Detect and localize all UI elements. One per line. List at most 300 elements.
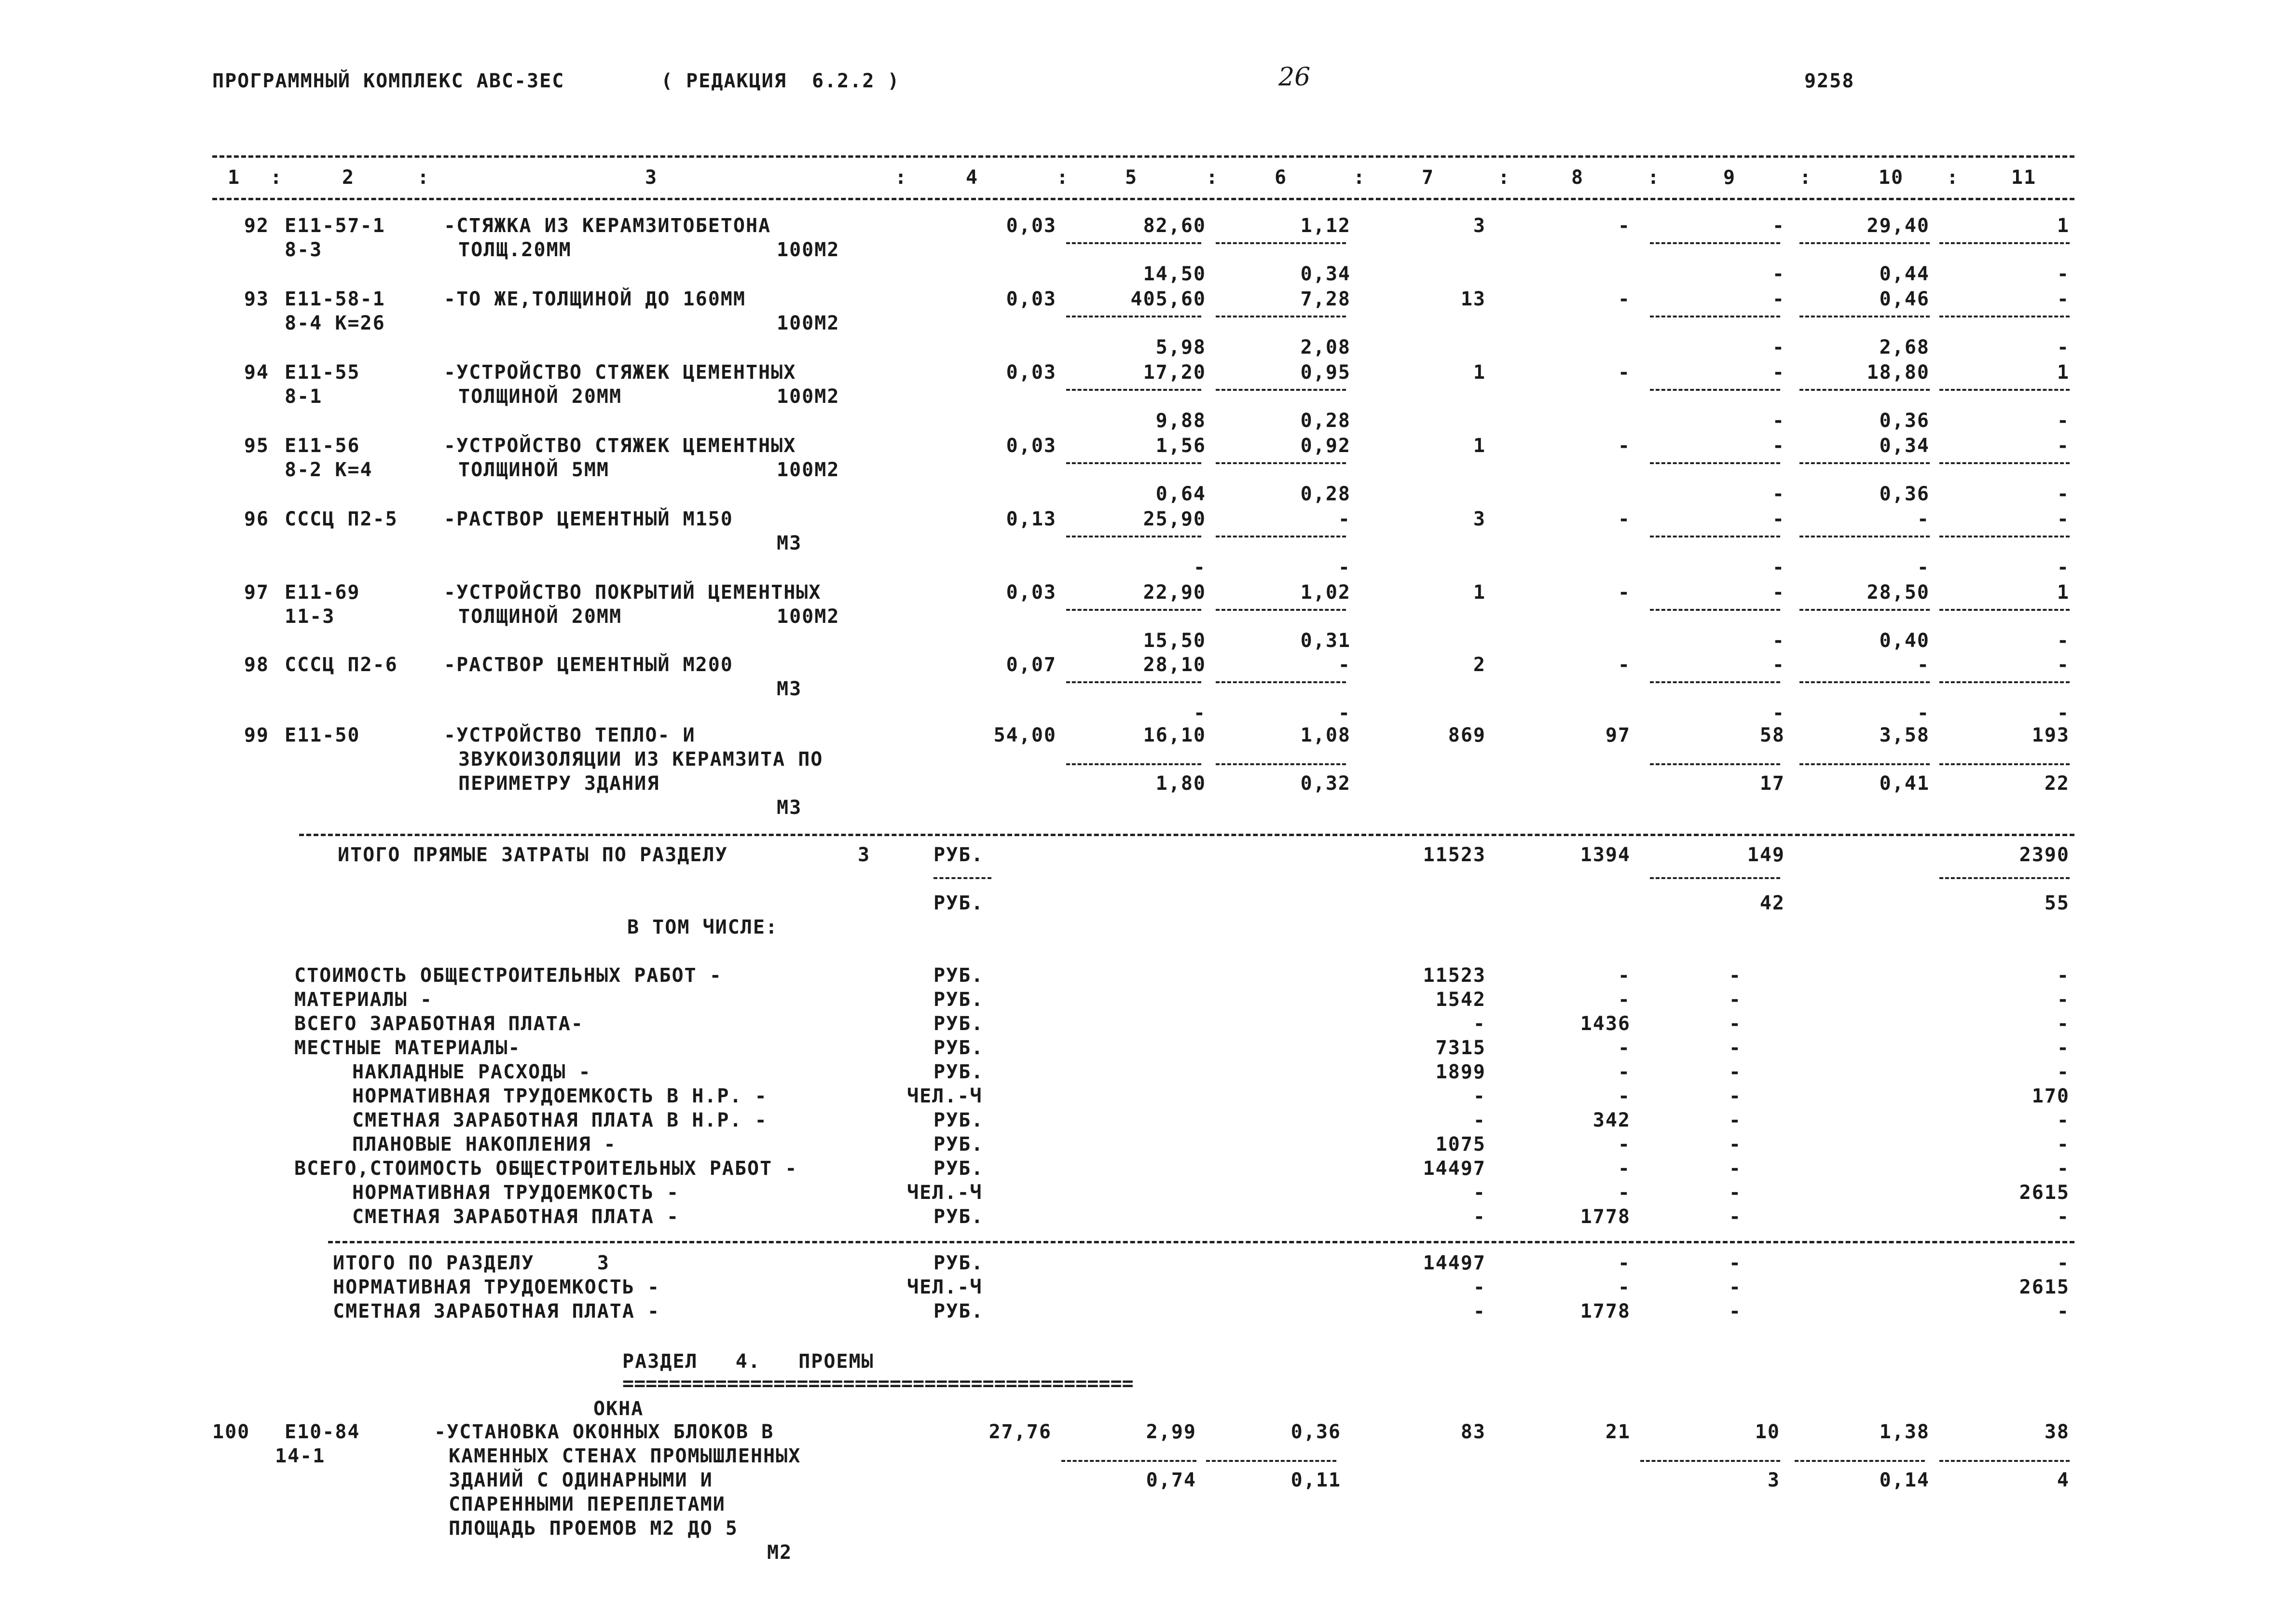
row-c6: 0,95 [1300, 361, 1351, 384]
cell-rule [1799, 763, 1930, 765]
row-c6: 0,36 [1291, 1421, 1341, 1443]
breakdown-c7: - [1473, 1085, 1486, 1107]
row-c5-wage: - [1193, 556, 1206, 578]
header-rule-bottom [212, 198, 2074, 200]
row-c8: 97 [1605, 724, 1631, 746]
breakdown-c11: - [2057, 1157, 2070, 1180]
row-c11: - [2057, 435, 2070, 457]
direct-costs-unit: РУБ. [934, 844, 984, 866]
cell-rule [1650, 316, 1780, 317]
breakdown-unit: РУБ. [934, 989, 984, 1011]
row-c6-wage: - [1338, 702, 1351, 724]
row-code: 8-4 К=26 [285, 312, 385, 334]
column-separator: : [270, 166, 283, 189]
breakdown-unit: РУБ. [934, 1206, 984, 1228]
row-c5-wage: 15,50 [1143, 630, 1206, 652]
breakdown-c11: 2615 [2019, 1182, 2070, 1204]
row-code: Е10-84 [285, 1421, 360, 1443]
row-c5: 22,90 [1143, 581, 1206, 604]
breakdown-c11: - [2057, 964, 2070, 987]
breakdown-c9: - [1729, 989, 1742, 1011]
cell-rule [1650, 609, 1780, 611]
row-c6: - [1338, 508, 1351, 530]
row-c7: 1 [1473, 361, 1486, 384]
breakdown-c11: 170 [2032, 1085, 2070, 1107]
row-c9: 10 [1755, 1421, 1780, 1443]
breakdown-c9: - [1729, 1182, 1742, 1204]
breakdown-c8: - [1618, 989, 1631, 1011]
section-total-label: СМЕТНАЯ ЗАРАБОТНАЯ ПЛАТА - [333, 1300, 660, 1322]
cell-rule [1216, 763, 1346, 765]
row-description: -УСТАНОВКА ОКОННЫХ БЛОКОВ В [434, 1421, 774, 1443]
row-c11-wage: - [2057, 336, 2070, 358]
row-c9: - [1772, 508, 1785, 530]
row-unit: 100М2 [777, 312, 840, 334]
breakdown-c7: - [1473, 1182, 1486, 1204]
direct-costs-label: ИТОГО ПРЯМЫЕ ЗАТРАТЫ ПО РАЗДЕЛУ [338, 844, 728, 866]
row-c10-wage: - [1917, 556, 1930, 578]
unit-dash [934, 877, 991, 879]
cell-rule [1216, 609, 1346, 611]
cell-rule [1799, 536, 1930, 537]
row-c5: 2,99 [1146, 1421, 1196, 1443]
breakdown-c9: - [1729, 1085, 1742, 1107]
row-number: 93 [244, 288, 269, 310]
row-c4: 0,07 [1006, 654, 1057, 676]
section-total-label: ИТОГО ПО РАЗДЕЛУ 3 [333, 1252, 610, 1274]
row-code: 11-3 [285, 606, 335, 628]
breakdown-label: СТОИМОСТЬ ОБЩЕСТРОИТЕЛЬНЫХ РАБОТ - [294, 964, 722, 987]
row-c5: 16,10 [1143, 724, 1206, 746]
column-header-5: 5 [1125, 166, 1138, 189]
row-c10: 29,40 [1867, 215, 1930, 237]
breakdown-c9: - [1729, 1157, 1742, 1180]
row-description: -РАСТВОР ЦЕМЕНТНЫЙ М150 [444, 508, 733, 530]
section-total-c8: - [1618, 1252, 1631, 1274]
row-c11-wage: - [2057, 630, 2070, 652]
row-number: 94 [244, 361, 269, 384]
row-c8: - [1618, 288, 1631, 310]
section-total-c8: 1778 [1580, 1300, 1631, 1322]
row-description: -УСТРОЙСТВО СТЯЖЕК ЦЕМЕНТНЫХ [444, 435, 796, 457]
row-c8: - [1618, 435, 1631, 457]
row-c10-wage: 0,41 [1879, 772, 1930, 795]
row-c7: 3 [1473, 508, 1486, 530]
cell-rule [1640, 1460, 1780, 1462]
breakdown-c11: - [2057, 1061, 2070, 1083]
breakdown-unit: РУБ. [934, 1133, 984, 1156]
column-header-11: 11 [2011, 166, 2037, 189]
row-c8: 21 [1605, 1421, 1631, 1443]
column-separator: : [1799, 166, 1812, 189]
column-header-9: 9 [1723, 166, 1736, 189]
section-total-c9: - [1729, 1300, 1742, 1322]
row-unit: М3 [777, 678, 802, 700]
section-total-c7: - [1473, 1276, 1486, 1298]
breakdown-c7: 1542 [1435, 989, 1486, 1011]
row-c4: 54,00 [993, 724, 1057, 746]
column-separator: : [1057, 166, 1070, 189]
cell-rule [1216, 242, 1346, 244]
breakdown-c7: - [1473, 1206, 1486, 1228]
row-code: СССЦ П2-5 [285, 508, 398, 530]
direct-costs-unit2: РУБ. [934, 892, 984, 914]
cell-rule [1650, 389, 1780, 391]
row-c9: - [1772, 581, 1785, 604]
cell-rule [1066, 763, 1201, 765]
breakdown-label: СМЕТНАЯ ЗАРАБОТНАЯ ПЛАТА В Н.Р. - [352, 1109, 768, 1131]
breakdown-c11: - [2057, 1133, 2070, 1156]
row-c11-wage: - [2057, 263, 2070, 285]
breakdown-label: ПЛАНОВЫЕ НАКОПЛЕНИЯ - [352, 1133, 617, 1156]
row-c7: 1 [1473, 435, 1486, 457]
row-description: СПАРЕННЫМИ ПЕРЕПЛЕТАМИ [449, 1493, 726, 1515]
section-total-unit: РУБ. [934, 1252, 984, 1274]
row-unit: 100М2 [777, 459, 840, 481]
row-c5-wage: 0,64 [1155, 483, 1206, 505]
breakdown-c11: - [2057, 1109, 2070, 1131]
row-c5: 25,90 [1143, 508, 1206, 530]
row-description: -РАСТВОР ЦЕМЕНТНЫЙ М200 [444, 654, 733, 676]
row-code: СССЦ П2-6 [285, 654, 398, 676]
page-number: 26 [1278, 63, 1311, 92]
row-c10: 0,34 [1879, 435, 1930, 457]
cell-rule [1650, 462, 1780, 464]
row-c5-wage: 14,50 [1143, 263, 1206, 285]
row-c5: 82,60 [1143, 215, 1206, 237]
direct-costs-c11b: 55 [2044, 892, 2070, 914]
doc-code: 9258 [1804, 70, 1855, 92]
row-description: ТОЛЩИНОЙ 20ММ [458, 606, 622, 628]
column-separator: : [417, 166, 430, 189]
row-c9-wage: 17 [1759, 772, 1785, 795]
row-code: Е11-58-1 [285, 288, 385, 310]
section-total-c8: - [1618, 1276, 1631, 1298]
column-header-10: 10 [1878, 166, 1904, 189]
cell-rule [1650, 242, 1780, 244]
cell-rule [1216, 389, 1346, 391]
direct-costs-section: 3 [858, 844, 871, 866]
row-c11: 193 [2032, 724, 2070, 746]
breakdown-unit: РУБ. [934, 1109, 984, 1131]
row-c5: 17,20 [1143, 361, 1206, 384]
section4-title: РАЗДЕЛ 4. ПРОЕМЫ [622, 1350, 874, 1373]
breakdown-label: ВСЕГО,СТОИМОСТЬ ОБЩЕСТРОИТЕЛЬНЫХ РАБОТ - [294, 1157, 798, 1180]
row-c6: 7,28 [1300, 288, 1351, 310]
direct-costs-c8: 1394 [1580, 844, 1631, 866]
row-code: Е11-69 [285, 581, 360, 604]
breakdown-c11: - [2057, 1037, 2070, 1059]
row-number: 99 [244, 724, 269, 746]
breakdown-c9: - [1729, 964, 1742, 987]
breakdown-c8: 342 [1593, 1109, 1631, 1131]
row-c10: 3,58 [1879, 724, 1930, 746]
row-c9-wage: - [1772, 630, 1785, 652]
row-c11: - [2057, 508, 2070, 530]
row-code: 14-1 [275, 1445, 326, 1467]
cell-rule [1799, 316, 1930, 317]
column-header-2: 2 [342, 166, 355, 189]
cell-rule [1799, 462, 1930, 464]
row-c11-wage: - [2057, 410, 2070, 432]
section-total-c11: - [2057, 1252, 2070, 1274]
row-c11-wage: 22 [2044, 772, 2070, 795]
breakdown-c11: - [2057, 989, 2070, 1011]
row-c10-wage: 0,36 [1879, 483, 1930, 505]
column-separator: : [1947, 166, 1960, 189]
row-c10: 1,38 [1879, 1421, 1930, 1443]
row-unit: 100М2 [777, 606, 840, 628]
breakdown-label: НОРМАТИВНАЯ ТРУДОЕМКОСТЬ - [352, 1182, 680, 1204]
row-c7: 3 [1473, 215, 1486, 237]
row-c4: 0,03 [1006, 215, 1057, 237]
row-c9: - [1772, 654, 1785, 676]
row-c10-wage: 0,36 [1879, 410, 1930, 432]
row-description: КАМЕННЫХ СТЕНАХ ПРОМЫШЛЕННЫХ [449, 1445, 801, 1467]
row-description: -СТЯЖКА ИЗ КЕРАМЗИТОБЕТОНА [444, 215, 771, 237]
breakdown-c7: 14497 [1423, 1157, 1486, 1180]
c9-dash [1650, 877, 1780, 879]
row-c9: - [1772, 435, 1785, 457]
breakdown-c7: - [1473, 1109, 1486, 1131]
totals-rule [299, 834, 2074, 836]
cell-rule [1066, 609, 1201, 611]
row-c8: - [1618, 654, 1631, 676]
cell-rule [1799, 609, 1930, 611]
row-c7: 13 [1460, 288, 1486, 310]
breakdown-unit: РУБ. [934, 1013, 984, 1035]
row-c8: - [1618, 361, 1631, 384]
row-code: Е11-50 [285, 724, 360, 746]
cell-rule [1650, 763, 1780, 765]
cell-rule [1939, 1460, 2070, 1462]
cell-rule [1939, 609, 2070, 611]
breakdown-c8: 1778 [1580, 1206, 1631, 1228]
cell-rule [1939, 462, 2070, 464]
section-total-c11: - [2057, 1300, 2070, 1322]
row-c5-wage: 9,88 [1155, 410, 1206, 432]
cell-rule [1939, 536, 2070, 537]
cell-rule [1216, 536, 1346, 537]
section-total-unit: РУБ. [934, 1300, 984, 1322]
cell-rule [1799, 681, 1930, 683]
row-c9: - [1772, 288, 1785, 310]
breakdown-c9: - [1729, 1109, 1742, 1131]
cell-rule [1066, 462, 1201, 464]
row-description: ТОЛЩИНОЙ 5ММ [458, 459, 609, 481]
row-description: -УСТРОЙСТВО СТЯЖЕК ЦЕМЕНТНЫХ [444, 361, 796, 384]
cell-rule [1216, 316, 1346, 317]
section-total-c11: 2615 [2019, 1276, 2070, 1298]
breakdown-unit: РУБ. [934, 1157, 984, 1180]
section-total-c7: - [1473, 1300, 1486, 1322]
breakdown-label: ВСЕГО ЗАРАБОТНАЯ ПЛАТА- [294, 1013, 584, 1035]
row-c9-wage: - [1772, 556, 1785, 578]
row-c11: - [2057, 288, 2070, 310]
cell-rule [1939, 681, 2070, 683]
row-c6-wage: 0,34 [1300, 263, 1351, 285]
cell-rule [1939, 389, 2070, 391]
row-code: Е11-56 [285, 435, 360, 457]
section4-subtitle: ОКНА [593, 1398, 644, 1420]
column-header-8: 8 [1571, 166, 1584, 189]
breakdown-c9: - [1729, 1206, 1742, 1228]
row-c5-wage: - [1193, 702, 1206, 724]
column-separator: : [1206, 166, 1219, 189]
row-unit: М2 [767, 1541, 793, 1564]
row-c6-wage: 0,11 [1291, 1469, 1341, 1491]
cell-rule [1216, 462, 1346, 464]
direct-costs-c11: 2390 [2019, 844, 2070, 866]
row-c8: - [1618, 215, 1631, 237]
row-code: 8-2 К=4 [285, 459, 373, 481]
row-c11: - [2057, 654, 2070, 676]
breakdown-label: СМЕТНАЯ ЗАРАБОТНАЯ ПЛАТА - [352, 1206, 680, 1228]
breakdown-c9: - [1729, 1061, 1742, 1083]
row-c6-wage: 2,08 [1300, 336, 1351, 358]
row-description: ПЛОЩАДЬ ПРОЕМОВ М2 ДО 5 [449, 1517, 738, 1540]
section-total-unit: ЧЕЛ.-Ч [907, 1276, 983, 1298]
row-c6-wage: 0,28 [1300, 483, 1351, 505]
breakdown-c9: - [1729, 1013, 1742, 1035]
row-c10: - [1917, 654, 1930, 676]
row-number: 92 [244, 215, 269, 237]
row-c6-wage: 0,32 [1300, 772, 1351, 795]
breakdown-c9: - [1729, 1133, 1742, 1156]
breakdown-c11: - [2057, 1013, 2070, 1035]
row-c11: 38 [2044, 1421, 2070, 1443]
row-description: ТОЛЩ.20ММ [458, 239, 572, 261]
row-description: ЗДАНИЙ С ОДИНАРНЫМИ И [449, 1469, 713, 1491]
column-separator: : [895, 166, 908, 189]
cell-rule [1066, 316, 1201, 317]
row-c11-wage: - [2057, 702, 2070, 724]
row-c6: - [1338, 654, 1351, 676]
row-c11-wage: - [2057, 556, 2070, 578]
row-c9-wage: 3 [1767, 1469, 1780, 1491]
row-c6: 1,02 [1300, 581, 1351, 604]
breakdown-c8: - [1618, 1061, 1631, 1083]
column-separator: : [1498, 166, 1511, 189]
row-c10-wage: 0,40 [1879, 630, 1930, 652]
row-c4: 0,03 [1006, 288, 1057, 310]
breakdown-unit: РУБ. [934, 1061, 984, 1083]
breakdown-unit: РУБ. [934, 1037, 984, 1059]
breakdown-label: НАКЛАДНЫЕ РАСХОДЫ - [352, 1061, 591, 1083]
direct-costs-c7: 11523 [1423, 844, 1486, 866]
row-c5: 1,56 [1155, 435, 1206, 457]
row-code: Е11-55 [285, 361, 360, 384]
cell-rule [1216, 681, 1346, 683]
row-c11: 1 [2057, 581, 2070, 604]
row-c9: - [1772, 215, 1785, 237]
cell-rule [1799, 242, 1930, 244]
row-c9-wage: - [1772, 702, 1785, 724]
column-header-1: 1 [227, 166, 241, 189]
row-c11: 1 [2057, 215, 2070, 237]
row-c5-wage: 5,98 [1155, 336, 1206, 358]
breakdown-c7: 7315 [1435, 1037, 1486, 1059]
row-c4: 0,03 [1006, 435, 1057, 457]
row-description: ЗВУКОИЗОЛЯЦИИ ИЗ КЕРАМЗИТА ПО [458, 748, 824, 771]
row-code: 8-3 [285, 239, 323, 261]
row-c10-wage: 0,44 [1879, 263, 1930, 285]
row-c6: 0,92 [1300, 435, 1351, 457]
cell-rule [1939, 763, 2070, 765]
breakdown-c8: 1436 [1580, 1013, 1631, 1035]
row-c9-wage: - [1772, 410, 1785, 432]
c11-dash [1939, 877, 2070, 879]
row-unit: М3 [777, 532, 802, 554]
cell-rule [1066, 389, 1201, 391]
column-header-6: 6 [1274, 166, 1288, 189]
row-number: 96 [244, 508, 269, 530]
section-total-c7: 14497 [1423, 1252, 1486, 1274]
section4-underline: ============================================ [622, 1373, 1134, 1395]
cell-rule [1066, 242, 1201, 244]
breakdown-label: МАТЕРИАЛЫ - [294, 989, 433, 1011]
row-description: ТОЛЩИНОЙ 20ММ [458, 385, 622, 408]
section-total-c9: - [1729, 1252, 1742, 1274]
cell-rule [1061, 1460, 1196, 1462]
breakdown-c7: 11523 [1423, 964, 1486, 987]
row-c6: 1,12 [1300, 215, 1351, 237]
row-c10-wage: - [1917, 702, 1930, 724]
cell-rule [1795, 1460, 1925, 1462]
row-c6-wage: - [1338, 556, 1351, 578]
breakdown-unit: ЧЕЛ.-Ч [907, 1182, 983, 1204]
row-c10-wage: 0,14 [1879, 1469, 1930, 1491]
column-separator: : [1647, 166, 1661, 189]
direct-costs-c9b: 42 [1759, 892, 1785, 914]
row-c10: - [1917, 508, 1930, 530]
row-c5: 28,10 [1143, 654, 1206, 676]
breakdown-c8: - [1618, 1157, 1631, 1180]
row-c6: 1,08 [1300, 724, 1351, 746]
row-number: 98 [244, 654, 269, 676]
row-c11-wage: - [2057, 483, 2070, 505]
row-c7: 83 [1460, 1421, 1486, 1443]
row-unit: М3 [777, 797, 802, 819]
cell-rule [1066, 536, 1201, 537]
breakdown-c11: - [2057, 1206, 2070, 1228]
column-header-3: 3 [645, 166, 658, 189]
row-number: 100 [212, 1421, 250, 1443]
row-c4: 27,76 [988, 1421, 1052, 1443]
row-c7: 1 [1473, 581, 1486, 604]
row-c10: 18,80 [1867, 361, 1930, 384]
breakdown-c8: - [1618, 1182, 1631, 1204]
cell-rule [1206, 1460, 1336, 1462]
row-code: Е11-57-1 [285, 215, 385, 237]
row-c6-wage: 0,31 [1300, 630, 1351, 652]
row-c10: 0,46 [1879, 288, 1930, 310]
row-c9: - [1772, 361, 1785, 384]
breakdown-unit: ЧЕЛ.-Ч [907, 1085, 983, 1107]
row-c4: 0,03 [1006, 361, 1057, 384]
row-c5-wage: 0,74 [1146, 1469, 1196, 1491]
row-c8: - [1618, 508, 1631, 530]
breakdown-c8: - [1618, 964, 1631, 987]
row-c5: 405,60 [1130, 288, 1206, 310]
cell-rule [1799, 389, 1930, 391]
edition-label: ( РЕДАКЦИЯ 6.2.2 ) [661, 70, 900, 92]
row-c10: 28,50 [1867, 581, 1930, 604]
row-c5-wage: 1,80 [1155, 772, 1206, 795]
including-label: В ТОМ ЧИСЛЕ: [627, 916, 778, 938]
breakdown-c7: 1899 [1435, 1061, 1486, 1083]
row-description: -УСТРОЙСТВО ТЕПЛО- И [444, 724, 696, 746]
